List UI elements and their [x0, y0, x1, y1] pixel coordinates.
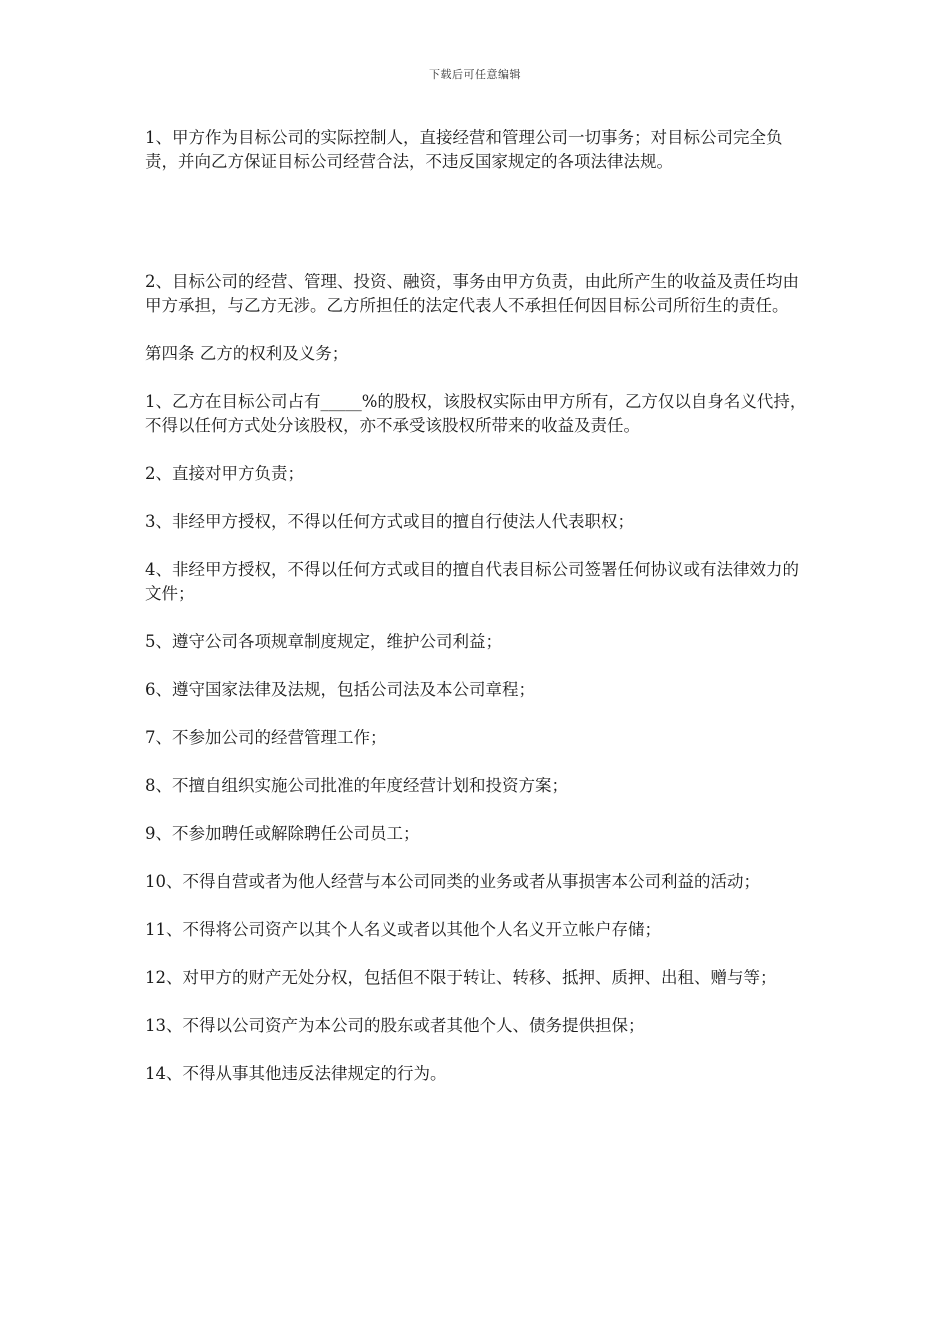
- page-header-note: 下载后可任意编辑: [429, 68, 521, 81]
- document-body: [145, 126, 810, 1110]
- paragraph-clause-2: 2、目标公司的经营、管理、投资、融资，事务由甲方负责，由此所产生的收益及责任均由甲方承担，与乙方无涉。乙方所担任的法定代表人不承担任何因目标公司所衍生的责任。: [145, 272, 799, 315]
- paragraph-item-11: 11、不得将公司资产以其个人名义或者以其他个人名义开立帐户存储；: [145, 920, 661, 939]
- paragraph-item-8: 8、不擅自组织实施公司批准的年度经营计划和投资方案；: [145, 776, 568, 795]
- paragraph-item-13: 13、不得以公司资产为本公司的股东或者其他个人、债务提供担保；: [145, 1016, 645, 1035]
- paragraph-item-6: 6、遵守国家法律及法规，包括公司法及本公司章程；: [145, 680, 535, 699]
- paragraph-item-14: 14、不得从事其他违反法律规定的行为。: [145, 1064, 447, 1083]
- paragraph-item-7: 7、不参加公司的经营管理工作；: [145, 728, 387, 747]
- paragraph-item-12: 12、对甲方的财产无处分权，包括但不限于转让、转移、抵押、质押、出租、赠与等；: [145, 968, 777, 987]
- paragraph-item-5: 5、遵守公司各项规章制度规定，维护公司利益；: [145, 632, 502, 651]
- paragraph-item-9: 9、不参加聘任或解除聘任公司员工；: [145, 824, 420, 843]
- section-heading-article-4: 第四条 乙方的权利及义务；: [145, 344, 349, 363]
- paragraph-item-2: 2、直接对甲方负责；: [145, 464, 304, 483]
- paragraph-item-1: 1、乙方在目标公司占有_____%的股权，该股权实际由甲方所有，乙方仅以自身名义代持，不得以任何方式处分该股权，亦不承受该股权所带来的收益及责任。: [145, 392, 807, 435]
- paragraph-clause-1: 1、甲方作为目标公司的实际控制人，直接经营和管理公司一切事务；对目标公司完全负责，并向乙方保证目标公司经营合法，不违反国家规定的各项法律法规。: [145, 128, 783, 171]
- paragraph-item-4: 4、非经甲方授权，不得以任何方式或目的擅自代表目标公司签署任何协议或有法律效力的文件；: [145, 560, 799, 603]
- paragraph-item-3: 3、非经甲方授权，不得以任何方式或目的擅自行使法人代表职权；: [145, 512, 634, 531]
- paragraph-item-10: 10、不得自营或者为他人经营与本公司同类的业务或者从事损害本公司利益的活动；: [145, 872, 760, 891]
